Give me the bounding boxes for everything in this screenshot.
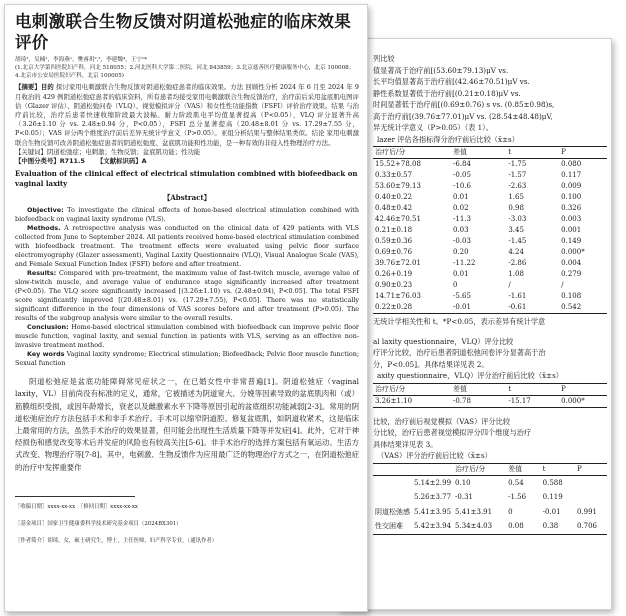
table-cell: -1.61	[508, 292, 527, 300]
table-cell: 39.76±72.01	[375, 259, 421, 267]
table-header-cell	[412, 463, 453, 475]
results-paragraph	[15, 269, 359, 323]
table-header-row	[373, 383, 607, 395]
table-cell: 5.26±3.77	[414, 493, 452, 501]
table-cell: 0	[508, 507, 513, 516]
conclusion-text: Home-based electrical stimulation combined with biofeedback can improve pelvic floor muscle function, vaginal laxity, and sexual function in patients with VLS, serving as an effective non-invasive treatment method.	[15, 323, 359, 350]
table-row	[373, 214, 607, 225]
back-text-line: 分，P<0.05]。具体结果详见表 2。	[373, 359, 489, 369]
table-cell: 53.60±79.13	[375, 182, 421, 190]
keywords-en-text: Vaginal laxity syndrome; Electrical stimulation; Biofeedback; Pelvic floor muscle function; Sexual function	[15, 350, 359, 368]
table3-body	[373, 475, 607, 534]
methods-paragraph	[15, 224, 359, 269]
table-cell: 0.10	[455, 478, 471, 487]
table-cell: 0.119	[542, 493, 563, 501]
footnote-author: ［作者简介］胡琦，女，硕士研究生，博士，主任医师，妇产科学专业。（通讯作者）	[15, 537, 218, 544]
table-row	[373, 395, 607, 407]
methods-text: A retrospective analysis was conducted on the clinical data of 429 patients with VLS collected from June to September 2024. All patients received home-based electrical stimulation combined with biofeedback treatment. The treatment effects were evaluated using pelvic floor surface electromyography (Glazer assessment), Vaginal Laxity Questionnaire (VLQ), Visual Analogue Scale (VAS), and Female Sexual Function Index (FSFI) before and after treatment.	[15, 224, 359, 269]
table-cell: 1.65	[508, 193, 524, 201]
table-row	[373, 269, 607, 280]
table-header-cell: t	[508, 384, 512, 393]
back-text-line: 高于治疗前[(39.76±77.01)μV vs. (28.54±48.48)μV,	[373, 111, 553, 121]
table-row	[373, 475, 607, 490]
table-cell: -0.03	[453, 237, 471, 245]
table-header-cell: 差值	[508, 464, 523, 473]
table-cell	[373, 475, 412, 490]
table-cell: 14.71±76.03	[375, 292, 421, 300]
table2-caption: axity questionnaire，VLQ）评分治疗前后比较（x̄±s）	[377, 371, 563, 380]
table-header-row	[373, 463, 607, 475]
back-text-line: 列比较	[373, 54, 395, 63]
table-cell: 0.22±0.28	[375, 303, 413, 311]
table-cell: 42.46±70.51	[375, 215, 421, 223]
table-vlq	[373, 383, 607, 408]
table-cell: -0.78	[453, 396, 471, 405]
table-cell: -0.31	[455, 493, 473, 501]
table-cell: 0.59±0.36	[375, 237, 413, 245]
table-row	[373, 247, 607, 258]
table3-caption: （VAS）评分治疗前后比较（x̄±s）	[377, 451, 492, 460]
table-cell: 0.706	[576, 522, 597, 530]
table-cell: 0.000*	[561, 248, 585, 256]
table-cell: 5.34±4.03	[455, 522, 493, 530]
results-label: Results:	[27, 269, 57, 278]
table-row	[373, 170, 607, 181]
table-cell: /	[508, 281, 511, 289]
table-cell: -3.03	[508, 215, 527, 223]
table2-body	[373, 395, 607, 407]
abstract-cn	[15, 83, 359, 147]
back-text-line: 疗评分比较，治疗后患者阴道松弛问卷评分显著高于治	[373, 348, 546, 357]
table-cell: 0.69±0.76	[375, 248, 413, 256]
table-header-cell: P	[576, 464, 582, 473]
table-row	[373, 225, 607, 236]
table-vas	[373, 463, 607, 535]
table-cell: 0.991	[576, 507, 597, 516]
author-list: 胡琦¹，吴楠¹，李海燕¹，樊睿玥²ˌ³，李建魏⁴，王宁¹*	[15, 57, 147, 63]
english-title: Evaluation of the clinical effect of electrical stimulation combined with biofeedback on vaginal laxity	[15, 169, 358, 188]
body-paragraph: 阴道松弛症是盆底功能障碍常见症状之一，在已婚女性中非常普遍[1]。阴道松弛症（vaginal laxity，VL）目前尚没有标准的定义，通常，它被描述为阴道宽大、分娩等因素导致的盆底肌肉和（或）筋膜组织受损，或因年龄增长，衰老以及雌激素水平下降等原因引起的盆底组织功能减弱[2-3]。常用的阴道松弛症治疗方法包括手术和非手术治疗。手术可以缩窄阴道腔、修复盆底肌，如阴道收紧术，这是临床上最常用的方法，虽然手术治疗的效果显著，但可能会出现性生活质量下降等并发症[4]。此外，它对于神经损伤和感觉改变等术后并发症的风险也有较高关注[5-6]。非手术治疗的选择方案包括有氧运动、生活方式改变、物理治疗等[7-8]。其中，电刺激、生物反馈作为应用最广泛的物理治疗方式之一，在阴道松弛症的治疗中发挥重要作	[15, 377, 359, 472]
table-cell: 0.33±0.57	[375, 171, 413, 179]
back-text-line: 值显著高于治疗前[(53.60±79.13)μV vs.	[373, 65, 509, 75]
table-header-cell: P	[561, 384, 566, 393]
class-number: 【中图分类号】R711.5	[15, 157, 85, 166]
back-text-line: 异无统计学意义（P>0.05）（表 1）。	[373, 123, 493, 132]
table-cell: 0.108	[561, 292, 582, 300]
table-header-cell	[373, 463, 412, 475]
table-header-cell: 治疗后/分	[375, 384, 406, 393]
table-cell: /	[561, 281, 564, 289]
table-cell: 0.98	[508, 204, 524, 212]
table-row	[373, 159, 607, 171]
table-cell: 0.38	[542, 522, 559, 530]
table-cell: 阴道松弛感	[375, 507, 410, 516]
table1-caption: lazer 评估各指标得分治疗前后比较（x̄±s）	[377, 134, 519, 144]
table-cell: -2.86	[508, 259, 527, 267]
table-cell: 5.14±2.99	[414, 478, 452, 487]
table-cell: -6.84	[453, 160, 471, 168]
table-cell: 0.080	[561, 160, 582, 168]
abstract-cn-label: 【摘要】目的	[15, 83, 54, 92]
table-row	[373, 519, 607, 534]
table-cell: 0.003	[561, 215, 582, 223]
table-cell: -11.3	[453, 215, 471, 223]
table-cell: -10.6	[453, 182, 471, 190]
table-glazer	[373, 146, 607, 314]
back-text-line: 分比较，治疗后患者视觉模拟评分四个维度与治疗	[373, 428, 532, 437]
document-code: 【文献标识码】A	[96, 157, 147, 166]
table1-note: 无统计学相关性和 t。*P<0.05，表示差异有统计学意	[373, 317, 546, 326]
methods-label: Methods.	[27, 224, 61, 233]
table-row	[373, 291, 607, 302]
table-row	[373, 280, 607, 291]
table-cell: 0.48±0.42	[375, 204, 413, 212]
back-text-line: 具体结果详见表 3。	[373, 439, 438, 449]
table-cell: 0.21±0.18	[375, 226, 413, 234]
table-cell: 0.90±0.23	[375, 281, 413, 289]
table-cell: -1.45	[508, 237, 527, 245]
objective-label: Objective:	[27, 206, 64, 215]
conclusion-paragraph	[15, 323, 359, 350]
table-cell: -1.56	[508, 493, 527, 501]
table-cell	[373, 490, 412, 505]
back-text-line: 比较，治疗前后视觉模拟（VAS）评分比较	[373, 416, 511, 426]
front-page	[4, 4, 368, 612]
footnote-funding: ［基金项目］国家卫生健康委科学技术研究基金项目（2024BX301）	[15, 520, 182, 527]
table-cell: -1.75	[508, 160, 527, 168]
table-cell: -15.17	[508, 396, 531, 405]
objective-paragraph	[15, 206, 359, 224]
table-cell: 5.42±3.94	[414, 522, 452, 530]
table-cell: 性交困难	[375, 522, 403, 530]
table-cell: 1.08	[508, 270, 524, 278]
table-header-cell: t	[542, 464, 546, 473]
affiliations: (1.北京大学第四医院妇产科，河北 518055；2.河北医科大学第二医院，河北 843859；3.北京慈善医疗健康服务中心，北京 100008；4.北京市公安局医院妇产科，北京 100005)	[15, 64, 355, 79]
table-header-cell: 治疗后/分	[375, 148, 406, 156]
abstract-en-heading: 【Abstract】	[163, 193, 211, 203]
results-text: Compared with pre-treatment, the maximum value of fast-twitch muscle, average value of slow-twitch muscle, and average value of endurance stage significantly increased after treatment (P<0.05). The VLQ score significantly increased [(3.26±1.10) vs. (2.48±0.94), P<0.05]. The total FSFI score significantly improved [(20.48±8.01) vs. (17.29±7.55), P<0.05]. There was no statistically significant difference in the four dimensions of VAS scores before and after treatment (P>0.05). The results of the subgroup analysis were similar to the overall results.	[15, 269, 359, 323]
back-page	[338, 38, 612, 610]
table-cell: 0.542	[561, 303, 582, 311]
front-page-content	[15, 11, 359, 554]
table-cell: 3.26±1.10	[375, 396, 413, 405]
table-cell: 0.54	[508, 478, 524, 487]
table-cell: -0.05	[453, 171, 471, 179]
table-cell: -0.61	[508, 303, 527, 311]
keywords-en	[15, 350, 359, 368]
table-cell: 0.009	[561, 182, 582, 190]
table-cell: 0.117	[561, 171, 582, 179]
table-cell: 0.326	[561, 204, 582, 212]
classification-line	[15, 157, 359, 166]
table-cell: 0.000*	[561, 396, 585, 405]
table-cell: -11.22	[453, 259, 476, 267]
footnote-received: ［收稿日期］xxxx-xx-xx ［修回日期］xxxx-xx-xx	[15, 503, 138, 510]
article-title: 电刺激联合生物反馈对阴道松弛症的临床效果评价	[15, 12, 351, 52]
back-page-content	[373, 53, 607, 537]
table-header-cell: 差值	[453, 384, 467, 393]
table-cell: 0.08	[508, 522, 524, 530]
table-cell: 0.279	[561, 270, 582, 278]
table-row	[373, 181, 607, 192]
back-text-line: al laxity questionnaire，VLQ）评分比较	[373, 336, 514, 346]
table-header-cell: 治疗后/分	[455, 464, 486, 473]
table-row	[373, 203, 607, 214]
back-text-line: 长平均值显著高于治疗前[(42.46±70.51)μV vs.	[373, 77, 530, 86]
abstract-cn-text: 探讨家用电刺激联合生物反馈对阴道松弛症患者的临床效果。方法 回顾性分析 2024 年 6 月至 2024 年 9 月收治的 429 例阴道松弛症患者的临床资料，所有患者均接受家用电刺激联合生物反馈治疗，治疗前后采用盆底肌电图评估（Glazer 评估）、阴道松弛问卷（VLQ）、视觉模拟评分（VAS）和女性性功能指数（FSFI）评价治疗效果。结果 与治疗前比较，治疗后患者快速收缩阶段最大波幅、耐力阶段肌电平均值显著提高（P<0.05），VLQ 评分显著升高（3.26±1.10 分 vs. 2.48±0.94 分，P<0.05），FSFI 总分显著提高（20.48±8.01 分 vs. 17.29±7.55 分，P<0.05）；VAS 评分两个维度治疗前后差异无统计学意义（P>0.05）。亚组分析结果与整体结果类似。结论 家用电刺激联合生物反馈可改善阴道松弛症患者的阴道松弛度、盆底肌功能和性功能，是一种有效的非侵入性物理治疗方法。	[15, 83, 359, 147]
table-header-cell: 差值	[453, 148, 467, 156]
objective-text: To investigate the clinical effects of home-based electrical stimulation combined with biofeedback on vaginal laxity syndrome (VLS).	[15, 206, 359, 224]
table-cell: 0.001	[561, 226, 582, 234]
table-cell: 0	[453, 281, 458, 289]
table-cell: 0.40±0.22	[375, 193, 413, 201]
table-cell: -2.63	[508, 182, 527, 190]
table-row	[373, 192, 607, 203]
table-cell: 5.41±3.91	[455, 507, 493, 516]
table-cell: 0.01	[453, 270, 469, 278]
table-cell: 0.26+0.19	[375, 270, 413, 278]
table-row	[373, 236, 607, 247]
table-cell: 15.52+78.08	[375, 160, 421, 168]
table-row	[373, 505, 607, 520]
table-row	[373, 302, 607, 314]
footnotes	[15, 503, 359, 545]
table-cell: 3.45	[508, 226, 524, 234]
conclusion-label: Conclusion:	[27, 323, 69, 332]
table-cell: 0.02	[453, 204, 469, 212]
table-row	[373, 490, 607, 505]
keywords-en-label: Key words	[27, 350, 65, 359]
back-text-line: 时间显著低于治疗前[(0.69±0.76) s vs. (0.85±0.98)s,	[373, 100, 555, 109]
table-header-row	[373, 147, 607, 159]
table-header-cell: t	[508, 148, 512, 156]
table-cell: -1.57	[508, 171, 527, 179]
keywords-cn: 【关键词】阴道松弛症；电刺激；生物反馈；盆底肌功能；性功能	[15, 147, 201, 156]
table-cell: 0.03	[453, 226, 469, 234]
table-cell: -0.01	[453, 303, 471, 311]
table-cell: 0.100	[561, 193, 582, 201]
back-text-line: 静性系数显著低于治疗前[(0.21±0.18)μV vs.	[373, 88, 521, 98]
table1-body	[373, 159, 607, 314]
table-cell: 0.20	[453, 248, 469, 256]
table-header-cell: P	[561, 148, 566, 156]
table-cell: -5.65	[453, 292, 471, 300]
table-cell: 0.149	[561, 237, 582, 245]
table-row	[373, 258, 607, 269]
table-cell: 4.24	[508, 248, 524, 256]
table-cell: 0.588	[542, 478, 563, 487]
footnote-divider	[15, 496, 135, 497]
table-cell: 0.004	[561, 259, 582, 267]
table-cell: -0.01	[542, 507, 561, 516]
table-cell: 0.01	[453, 193, 469, 201]
table-cell: 5.41±3.95	[414, 507, 452, 516]
